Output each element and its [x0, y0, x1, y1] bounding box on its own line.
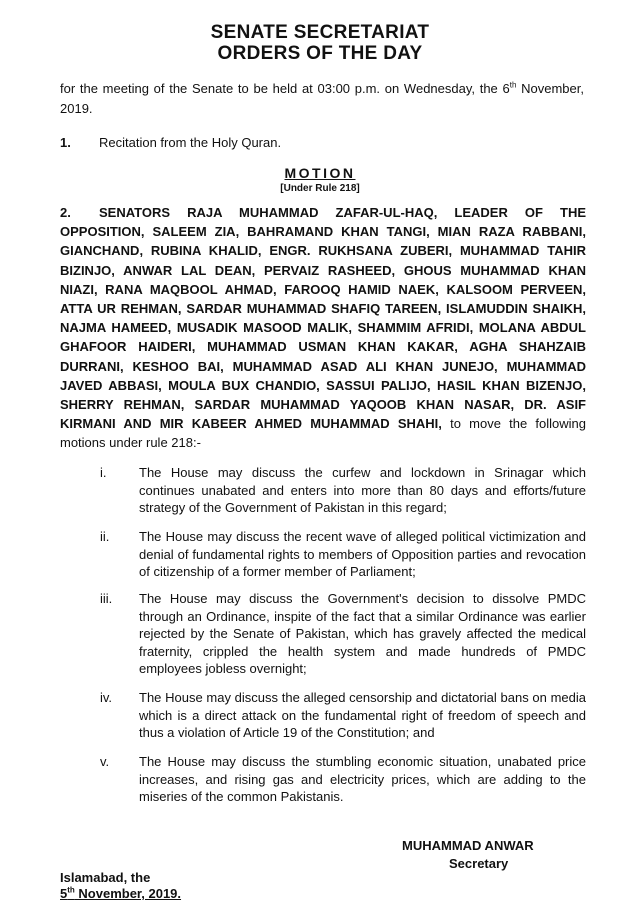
motion-item-numeral: iv. [100, 690, 113, 705]
item-1-number: 1. [60, 135, 71, 150]
intro-text-end: November, 2019. [60, 81, 584, 116]
motion-item-numeral: v. [100, 754, 110, 769]
signatory-name: MUHAMMAD ANWAR [402, 838, 534, 853]
motion-item-text: The House may discuss the alleged censorship and dictatorial bans on media which is a direct attack on the fundamental right of freedom of speech and thus a violation of Article 19 of the Constitution; and [139, 690, 586, 740]
motion-subheading: [Under Rule 218] [280, 183, 360, 194]
meeting-intro [60, 79, 584, 119]
issue-date-day: 5 [60, 886, 68, 901]
issue-date [60, 886, 181, 901]
issue-date-rest: November, 2019. [74, 886, 182, 901]
item-2-tail: to move the following motions under rule 218:- [60, 416, 587, 451]
senators-list: SENATORS RAJA MUHAMMAD ZAFAR-UL-HAQ, LEADER OF THE OPPOSITION, SALEEM ZIA, BAHRAMAND KHAN TANGI, MIAN RAZA RABBANI, GIANCHAND, RUBINA KHALID, ENGR. RUKHSANA ZUBERI, MUHAMMAD TAHIR BIZINJO, ANWAR LAL DEAN, PERVAIZ RASHEED, GHOUS MUHAMMAD KHAN NIAZI, RANA MAQBOOL AHMAD, FAROOQ HAMID NAEK, KALSOOM PERVEEN, ATTA UR REHMAN, SARDAR MUHAMMAD SHAFIQ TAREEN, ISLAMUDDIN SHAIKH, NAJMA HAMEED, MUSADIK MASOOD MALIK, SHAMMIM AFRIDI, MOLANA ABDUL GHAFOOR HAIDERI, MUHAMMAD USMAN KHAN KAKAR, AGHA SHAHZAIB DURRANI, KESHOO BAI, MUHAMMAD ASAD ALI KHAN JUNEJO, MUHAMMAD JAVED ABBASI, MOULA BUX CHANDIO, SASSUI PALIJO, HASIL KHAN BIZENJO, SHERRY REHMAN, SARDAR MUHAMMAD YAQOOB KHAN NASAR, DR. ASIF KIRMANI AND MIR KABEER AHMED MUHAMMAD SHAHI, [60, 205, 586, 432]
document-title: SENATE SECRETARIAT [210, 22, 430, 43]
signatory-title: Secretary [449, 856, 509, 871]
document-subtitle: ORDERS OF THE DAY [217, 43, 423, 64]
intro-sup: th [509, 80, 517, 90]
motion-item-text: The House may discuss the curfew and lockdown in Srinagar which continues unabated and enters into more than 80 days and efforts/future strategy of the Government of Pakistan in this regard; [139, 465, 586, 515]
item-2-paragraph [60, 203, 586, 453]
motion-item-numeral: iii. [100, 591, 113, 606]
motion-heading: MOTION [284, 165, 356, 181]
item-2-number: 2. [60, 205, 71, 220]
intro-text: for the meeting of the Senate to be held at 03:00 p.m. on Wednesday, the 6 [60, 81, 510, 96]
item-1-text: Recitation from the Holy Quran. [99, 135, 282, 150]
issue-date-sup: th [67, 885, 75, 895]
motion-item-text: The House may discuss the stumbling economic situation, unabated price increases, and rising gas and electricity prices, which are adding to the miseries of the common Pakistanis. [139, 754, 586, 804]
motion-item-numeral: i. [100, 465, 107, 480]
issue-place: Islamabad, the [60, 870, 151, 885]
motion-item-text: The House may discuss the recent wave of alleged political victimization and denial of fundamental rights to members of Opposition parties and revocation of citizenship of a former member of Parliament; [139, 529, 586, 579]
motion-item-numeral: ii. [100, 529, 110, 544]
motion-item-text: The House may discuss the Government's decision to dissolve PMDC through an Ordinance, inspite of the fact that a similar Ordinance was earlier rejected by the Senate of Pakistan, which has gravely affected the medical fraternity, crippled the health system and made hundreds of PMDC employees jobless overnight; [139, 591, 586, 676]
